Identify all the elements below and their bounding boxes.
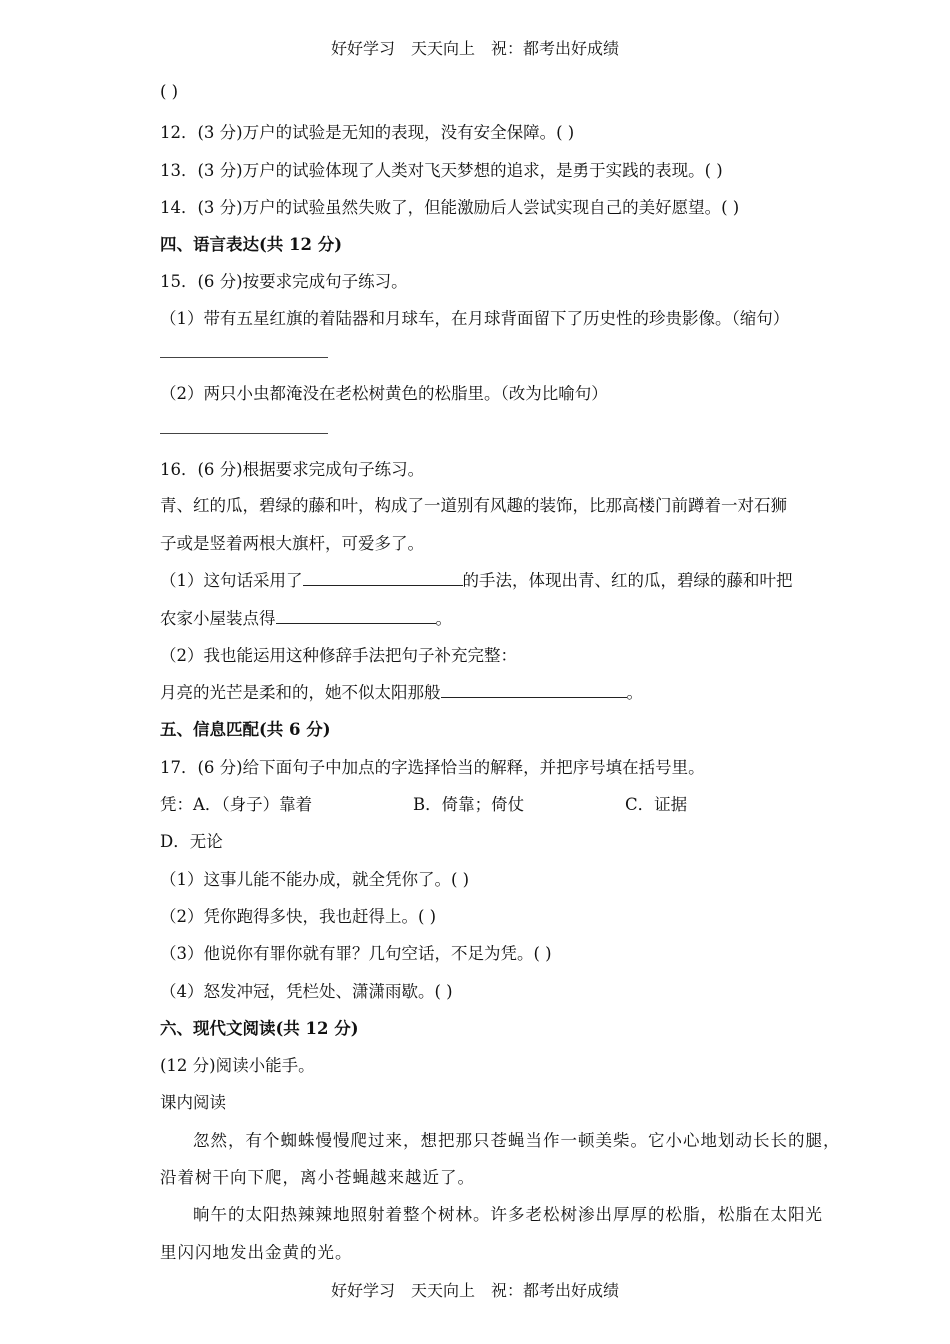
q16-passage-line-2: 子或是竖着两根大旗杆，可爱多了。	[160, 534, 424, 553]
q15-part-1: （1）带有五星红旗的着陆器和月球车，在月球背面留下了历史性的珍贵影像。（缩句）	[160, 309, 790, 328]
option-c: C．证据	[625, 795, 688, 814]
page-header: 好好学习 天天向上 祝：都考出好成绩	[330, 39, 619, 58]
section-4-heading: 四、语言表达(共 12 分)	[160, 235, 343, 254]
q16-part-1-text-a: （1）这句话采用了	[160, 571, 303, 590]
q16-part-1-blank-1[interactable]	[303, 567, 463, 586]
option-a: 凭：A．（身子）靠着	[160, 795, 313, 814]
question-14: 14．(3 分)万户的试验虽然失败了，但能激励后人尝试实现自己的美好愿望。( )	[160, 198, 740, 217]
q16-part-1-text-c: 农家小屋装点得	[160, 609, 276, 628]
q15-part-1-answer-line[interactable]	[160, 357, 328, 358]
section-5-heading: 五、信息匹配(共 6 分)	[160, 720, 331, 739]
passage-p1-line-2: 沿着树干向下爬，离小苍蝇越来越近了。	[160, 1168, 475, 1187]
q16-part-2: （2）我也能运用这种修辞手法把句子补充完整：	[160, 646, 517, 665]
q15-part-2-answer-line[interactable]	[160, 433, 328, 434]
question-13: 13．(3 分)万户的试验体现了人类对飞天梦想的追求，是勇于实践的表现。( )	[160, 161, 723, 180]
passage-p1-line-1: 忽然，有个蜘蛛慢慢爬过来，想把那只苍蝇当作一顿美柴。它小心地划动长长的腿，	[193, 1131, 841, 1150]
q17-part-3: （3）他说你有罪你就有罪？几句空话，不足为凭。( )	[160, 944, 552, 963]
option-b: B．倚靠；倚仗	[413, 795, 525, 814]
q16-part-2-text-a: 月亮的光芒是柔和的，她不似太阳那般	[160, 683, 441, 702]
question-16: 16．(6 分)根据要求完成句子练习。	[160, 460, 425, 479]
q16-part-1	[160, 567, 793, 591]
question-17: 17．(6 分)给下面句子中加点的字选择恰当的解释，并把序号填在括号里。	[160, 758, 705, 777]
reading-subtitle: 课内阅读	[160, 1093, 226, 1112]
question-12: 12．(3 分)万户的试验是无知的表现，没有安全保障。( )	[160, 123, 575, 142]
q16-passage-line-1: 青、红的瓜，碧绿的藤和叶，构成了一道别有风趣的装饰，比那高楼门前蹲着一对石狮	[160, 496, 787, 515]
q11-answer-bracket: ( )	[160, 82, 179, 101]
q16-part-1-text-b: 的手法，体现出青、红的瓜，碧绿的藤和叶把	[462, 571, 793, 590]
option-d: D．无论	[160, 832, 223, 851]
q15-part-2: （2）两只小虫都淹没在老松树黄色的松脂里。（改为比喻句）	[160, 384, 608, 403]
reading-intro: (12 分)阅读小能手。	[160, 1056, 315, 1075]
q17-part-4: （4）怒发冲冠，凭栏处、潇潇雨歇。( )	[160, 982, 453, 1001]
passage-p2-line-1: 晌午的太阳热辣辣地照射着整个树林。许多老松树渗出厚厚的松脂，松脂在太阳光	[193, 1205, 823, 1224]
question-15: 15．(6 分)按要求完成句子练习。	[160, 272, 408, 291]
q16-part-2-text-b: 。	[626, 683, 643, 702]
q16-part-2-blank[interactable]	[441, 679, 627, 698]
q17-part-2: （2）凭你跑得多快，我也赶得上。( )	[160, 907, 437, 926]
page-footer: 好好学习 天天向上 祝：都考出好成绩	[330, 1281, 619, 1300]
q16-part-1-blank-2[interactable]	[276, 605, 436, 624]
q16-part-1-cont	[160, 605, 452, 629]
q17-part-1: （1）这事儿能不能办成，就全凭你了。( )	[160, 870, 470, 889]
q16-part-2-sentence	[160, 679, 643, 703]
section-6-heading: 六、现代文阅读(共 12 分)	[160, 1019, 359, 1038]
q16-part-1-text-d: 。	[435, 609, 452, 628]
passage-p2-line-2: 里闪闪地发出金黄的光。	[160, 1243, 353, 1262]
